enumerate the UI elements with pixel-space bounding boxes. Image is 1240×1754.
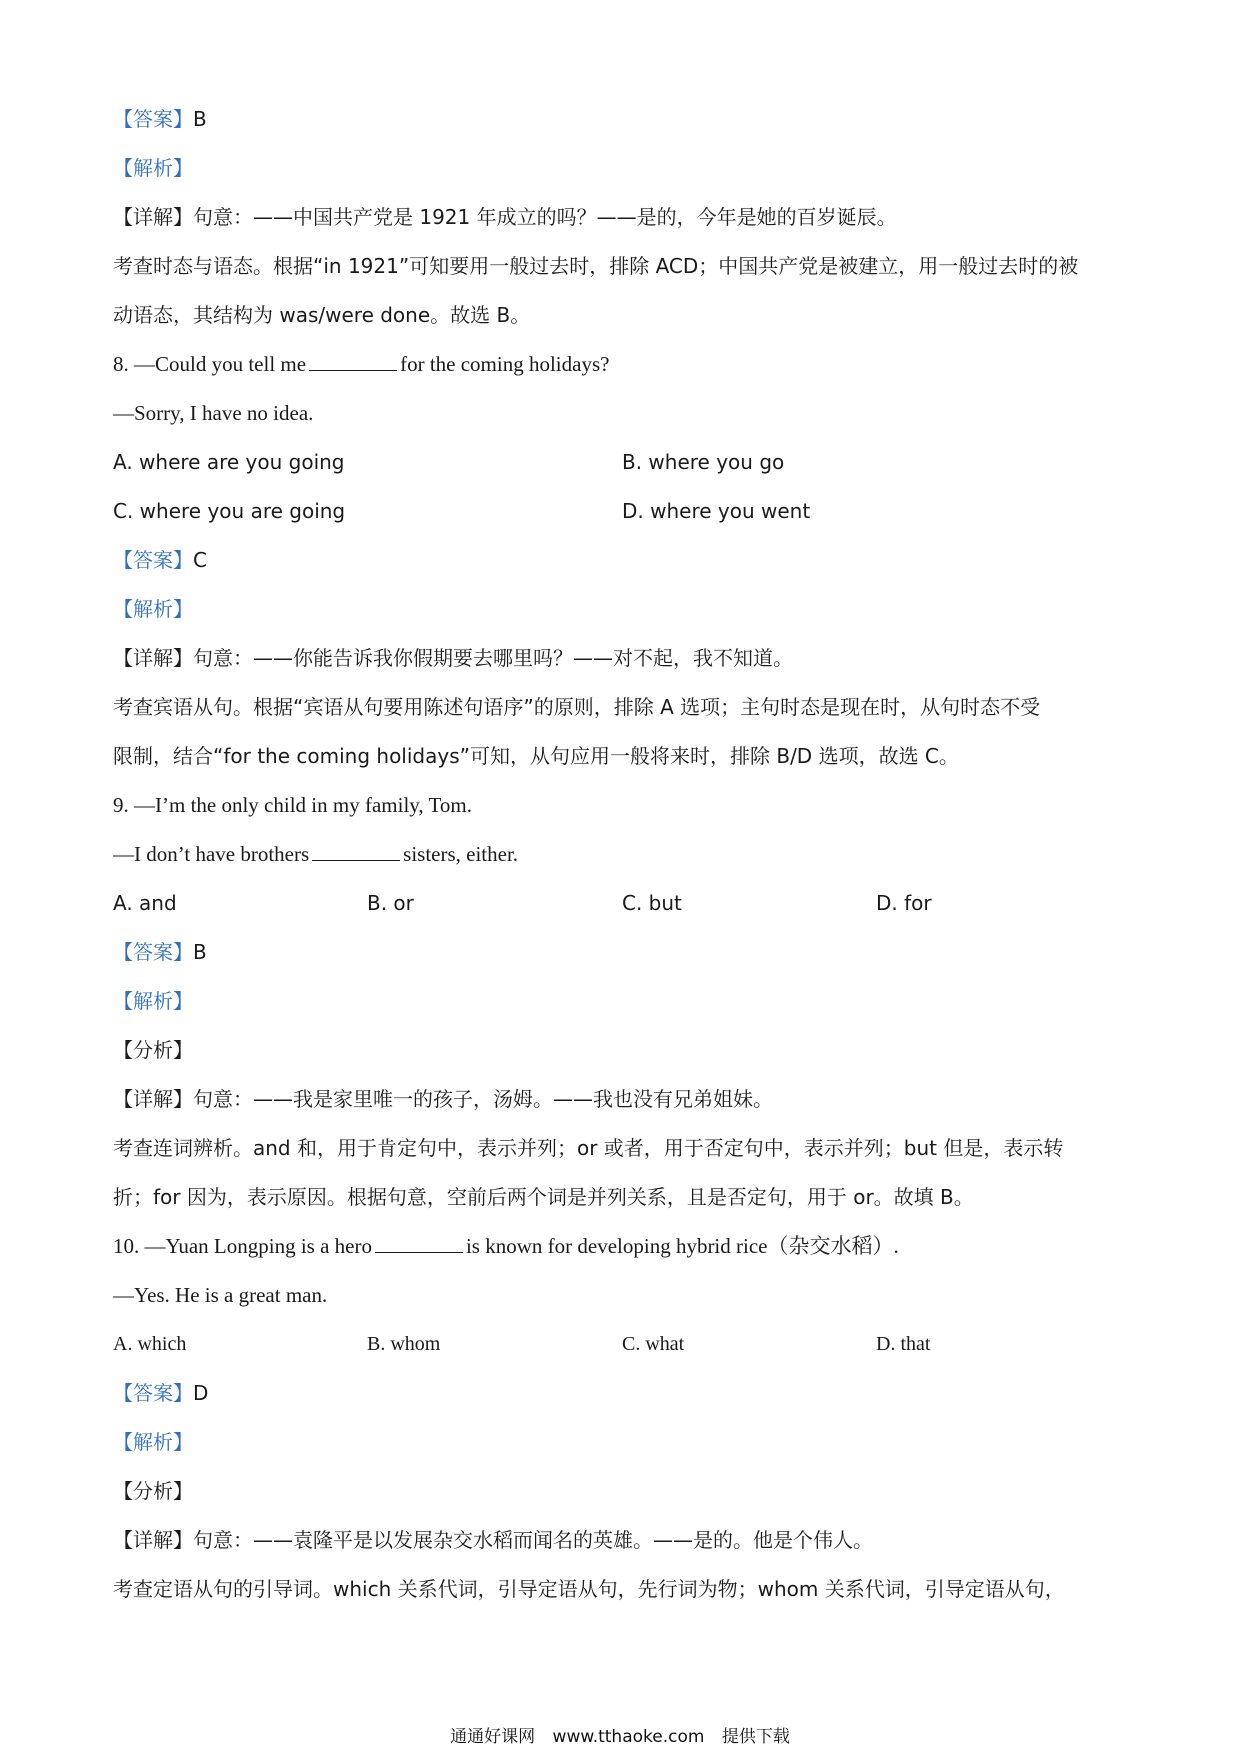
- q8-option-a: A. where are you going: [113, 450, 345, 474]
- q9-explanation-2: 折；for 因为，表示原因。根据句意，空前后两个词是并列关系，且是否定句，用于 or。故填 B。: [113, 1185, 974, 1209]
- q8-option-d: D. where you went: [622, 499, 811, 523]
- q8-answer: 【答案】C: [113, 548, 207, 572]
- q9-option-c: C. but: [622, 891, 682, 915]
- q8-detail: 【详解】句意：——你能告诉我你假期要去哪里吗？——对不起，我不知道。: [113, 646, 793, 670]
- q10-answer: 【答案】D: [113, 1381, 209, 1405]
- q10-option-b: B. whom: [367, 1333, 441, 1355]
- q10-stem: 10. —Yuan Longping is a hero is known for developing hybrid rice（杂交水稻）.: [113, 1234, 899, 1258]
- q8-explanation-2: 限制，结合“for the coming holidays”可知，从句应用一般将来时，排除 B/D 选项，故选 C。: [113, 744, 959, 768]
- q8-stem: 8. —Could you tell me for the coming holidays?: [113, 352, 610, 376]
- q7-answer: 【答案】B: [113, 107, 207, 131]
- q9-explanation-1: 考查连词辨析。and 和，用于肯定句中，表示并列；or 或者，用于否定句中，表示并列；but 但是，表示转: [113, 1136, 1064, 1160]
- q9-option-d: D. for: [876, 891, 932, 915]
- q10-blank: [375, 1234, 463, 1253]
- q8-blank: [309, 352, 397, 371]
- q7-explanation-1: 考查时态与语态。根据“in 1921”可知要用一般过去时，排除 ACD；中国共产党是被建立，用一般过去时的被: [113, 254, 1079, 278]
- q10-option-c: C. what: [622, 1333, 685, 1355]
- q9-reply: —I don’t have brothers sisters, either.: [113, 842, 519, 866]
- q9-answer: 【答案】B: [113, 940, 207, 964]
- q7-explanation-2: 动语态，其结构为 was/were done。故选 B。: [113, 303, 531, 327]
- q8-reply: —Sorry, I have no idea.: [113, 401, 314, 425]
- q10-option-a: A. which: [113, 1333, 187, 1355]
- footer-site-name: 通通好课网: [450, 1727, 536, 1747]
- q8-explanation-1: 考查宾语从句。根据“宾语从句要用陈述句语序”的原则，排除 A 选项；主句时态是现在时，从句时态不受: [113, 695, 1041, 719]
- footer-note: 提供下载: [721, 1727, 790, 1747]
- q10-reply: —Yes. He is a great man.: [113, 1283, 328, 1307]
- q8-option-c: C. where you are going: [113, 499, 346, 523]
- q10-detail: 【详解】句意：——袁隆平是以发展杂交水稻而闻名的英雄。——是的。他是个伟人。: [113, 1528, 873, 1552]
- q9-detail: 【详解】句意：——我是家里唯一的孩子，汤姆。——我也没有兄弟姐妹。: [113, 1087, 773, 1111]
- q8-option-b: B. where you go: [622, 450, 785, 474]
- q7-detail: 【详解】句意：——中国共产党是 1921 年成立的吗？——是的，今年是她的百岁诞辰。: [113, 205, 897, 229]
- q9-option-b: B. or: [367, 891, 414, 915]
- q8-analysis-label: 【解析】: [113, 597, 193, 621]
- page-footer: [0, 1726, 1240, 1748]
- footer-url[interactable]: www.tthaoke.com: [552, 1727, 705, 1747]
- q10-analysis-label: 【解析】: [113, 1430, 193, 1454]
- q9-blank: [312, 842, 400, 861]
- q7-analysis-label: 【解析】: [113, 156, 193, 180]
- q10-explanation-1: 考查定语从句的引导词。which 关系代词，引导定语从句，先行词为物；whom 关系代词，引导定语从句，: [113, 1577, 1065, 1601]
- q9-stem: 9. —I’m the only child in my family, Tom.: [113, 793, 472, 817]
- q10-fenxi-label: 【分析】: [113, 1479, 193, 1503]
- q9-fenxi-label: 【分析】: [113, 1038, 193, 1062]
- q9-option-a: A. and: [113, 891, 177, 915]
- q9-analysis-label: 【解析】: [113, 989, 193, 1013]
- q10-option-d: D. that: [876, 1333, 931, 1355]
